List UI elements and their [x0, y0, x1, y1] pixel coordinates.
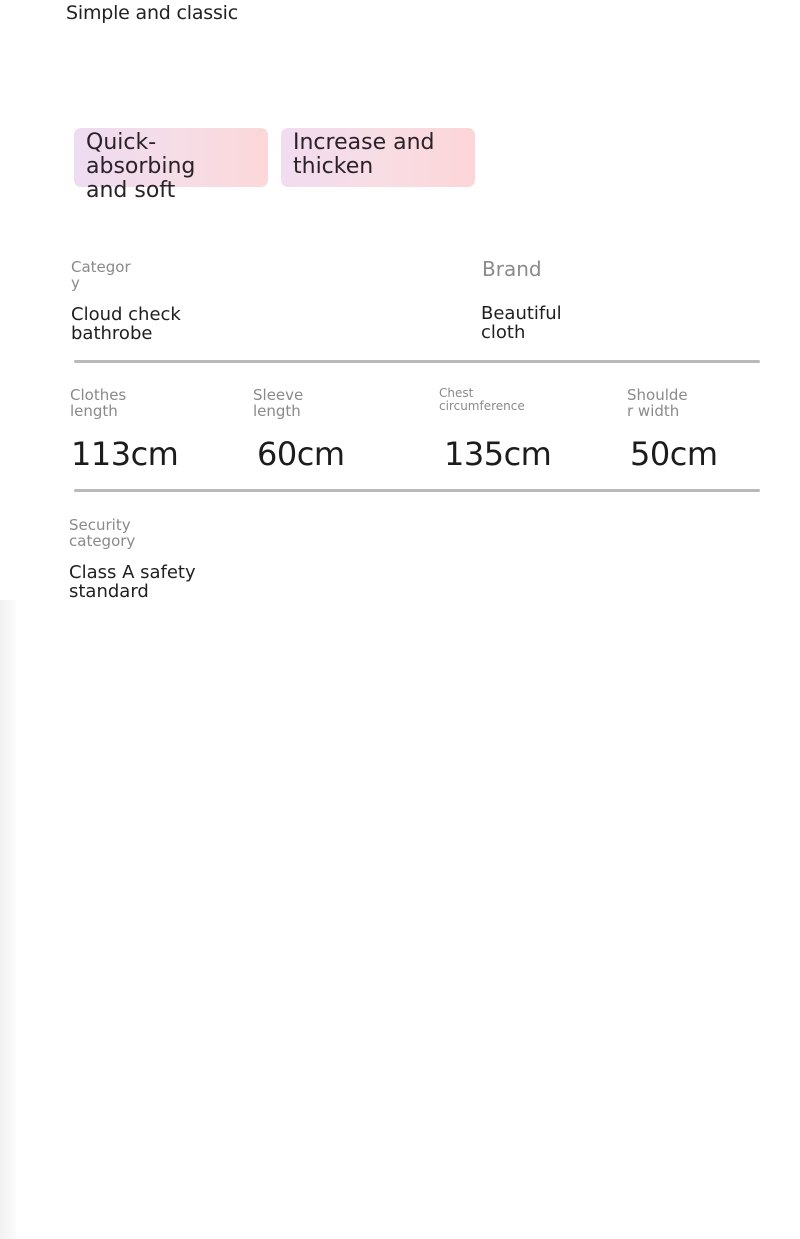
category-label-line: Categor [71, 258, 131, 276]
security-label [69, 517, 135, 549]
category-label-line: y [71, 274, 80, 292]
security-value-line: Class A safety [69, 562, 196, 583]
measure-label-line: Clothes [70, 386, 127, 404]
brand-label: Brand [482, 257, 542, 281]
brand-value [481, 304, 562, 342]
measure-label-chest-circumference [439, 387, 525, 413]
measure-label-line: Shoulde [627, 386, 688, 404]
divider [74, 489, 760, 492]
tagline: Simple and classic [66, 2, 238, 24]
measure-value-chest-circumference: 135cm [444, 435, 552, 473]
measure-label-line: r width [627, 402, 680, 420]
measure-label-line: length [70, 402, 118, 420]
measure-label-sleeve-length [253, 387, 303, 419]
category-value [71, 305, 181, 343]
brand-value-line: Beautiful [481, 303, 562, 324]
measure-label-line: length [253, 402, 301, 420]
measure-label-line: Chest [439, 386, 474, 400]
measure-label-shoulder-width [627, 387, 688, 419]
feature-badge-quick-absorbing [74, 128, 268, 203]
security-value [69, 563, 196, 601]
measure-value-shoulder-width: 50cm [630, 435, 718, 473]
security-value-line: standard [69, 581, 149, 602]
left-edge-shade [0, 600, 16, 1239]
category-label [71, 259, 131, 291]
measure-label-line: Sleeve [253, 386, 304, 404]
badge-line: Increase and [293, 130, 435, 155]
category-value-line: bathrobe [71, 323, 153, 344]
measure-label-line: circumference [439, 399, 525, 413]
badge-line: and soft [86, 178, 176, 203]
brand-value-line: cloth [481, 322, 526, 343]
feature-badge-thicken [281, 128, 475, 187]
badge-line: thicken [293, 154, 374, 179]
measure-label-clothes-length [70, 387, 126, 419]
badge-line: Quick-absorbing [86, 130, 196, 179]
security-label-line: Security [69, 516, 131, 534]
measure-value-sleeve-length: 60cm [257, 435, 345, 473]
measure-value-clothes-length: 113cm [71, 435, 179, 473]
security-label-line: category [69, 532, 136, 550]
category-value-line: Cloud check [71, 304, 181, 325]
divider [74, 360, 760, 363]
